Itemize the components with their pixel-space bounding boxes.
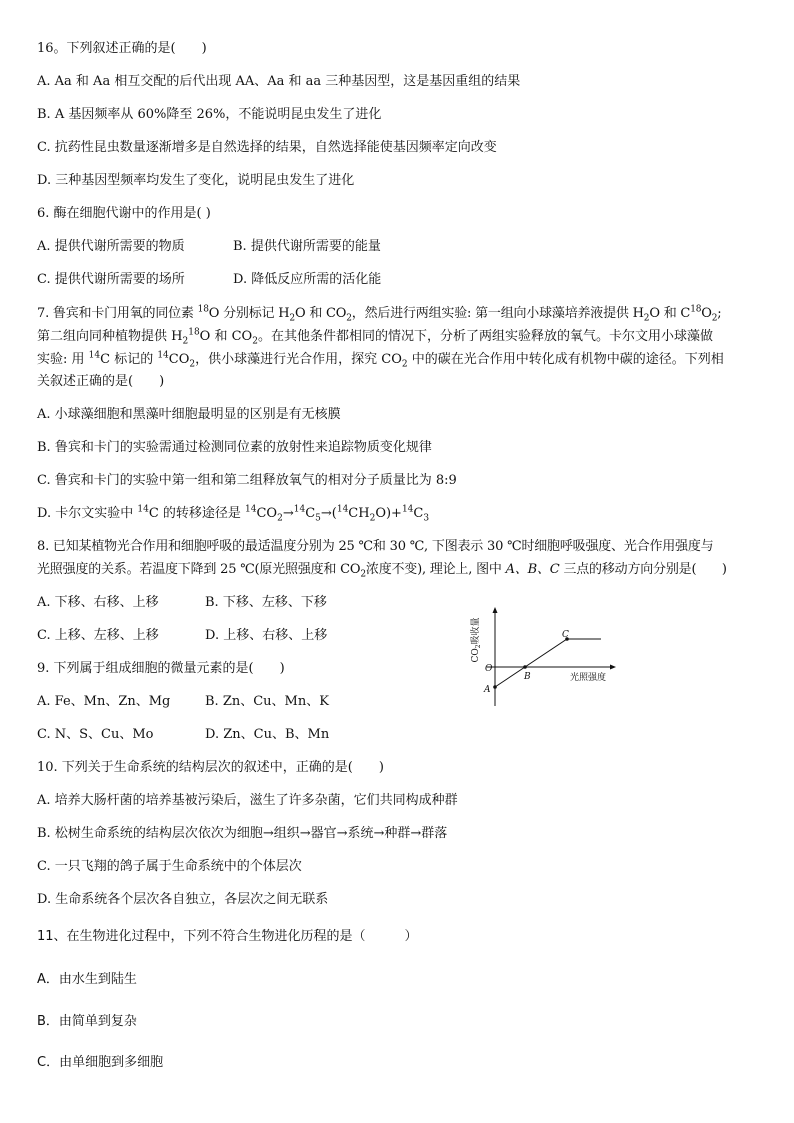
q6-option-c: C. 提供代谢所需要的场所 — [37, 272, 185, 287]
point-a-label: A — [484, 685, 491, 695]
q9-option-a: A. Fe、Mn、Zn、Mg — [37, 694, 171, 709]
q6-option-b: B. 提供代谢所需要的能量 — [233, 239, 381, 254]
q7-stem-line-3: 实验: 用 $^{14}$C 标记的 $^{14}CO_2$，供小球藻进行光合作用，探究 $CO_2$ 中的碳在光合作用中转化成有机物中碳的途径。下列相 — [37, 350, 724, 370]
q11-option-b: B．由简单到复杂 — [37, 1014, 137, 1029]
q16-option-b: B. A 基因频率从 60%降至 26%，不能说明昆虫发生了进化 — [37, 107, 382, 122]
q6-stem: 6. 酶在细胞代谢中的作用是( ) — [37, 206, 211, 221]
q10-stem: 10. 下列关于生命系统的结构层次的叙述中，正确的是( ) — [37, 760, 384, 775]
point-b — [523, 665, 527, 669]
q8-stem-line-1: 8. 已知某植物光合作用和细胞呼吸的最适温度分别为 25 ℃和 30 ℃, 下图表示 30 ℃时细胞呼吸强度、光合作用强度与 — [37, 539, 714, 554]
point-c-label: C — [562, 630, 569, 640]
point-a — [493, 685, 497, 689]
q10-option-d: D. 生命系统各个层次各自独立，各层次之间无联系 — [37, 892, 329, 907]
q16-stem: 16。下列叙述正确的是( ) — [37, 41, 207, 56]
q6-option-a: A. 提供代谢所需要的物质 — [37, 239, 185, 254]
light-intensity-graph — [465, 606, 625, 708]
x-axis-arrow — [610, 665, 616, 670]
q10-option-c: C. 一只飞翔的鸽子属于生命系统中的个体层次 — [37, 859, 302, 874]
q7-option-a: A. 小球藻细胞和黑藻叶细胞最明显的区别是有无核膜 — [37, 407, 341, 422]
q9-option-c: C. N、S、Cu、Mo — [37, 727, 154, 742]
q6-option-d: D. 降低反应所需的活化能 — [233, 272, 382, 287]
q7-option-c: C. 鲁宾和卡门的实验中第一组和第二组释放氧气的相对分子质量比为 8:9 — [37, 473, 457, 488]
q7-option-d: D. 卡尔文实验中 $^{14}$C 的转移途径是 $^{14}CO_2\to^{14}C_5\to(^{14}CH_2O)+^{14}C_3$ — [37, 504, 430, 524]
q16-option-d: D. 三种基因型频率均发生了变化，说明昆虫发生了进化 — [37, 173, 355, 188]
y-axis-arrow — [493, 607, 498, 613]
q10-option-a: A. 培养大肠杆菌的培养基被污染后，滋生了许多杂菌，它们共同构成种群 — [37, 793, 458, 808]
q9-stem: 9. 下列属于组成细胞的微量元素的是( ) — [37, 661, 285, 676]
q9-option-b: B. Zn、Cu、Mn、K — [205, 694, 329, 709]
x-axis-label: 光照强度 — [570, 673, 607, 683]
q7-stem-line-1: 7. 鲁宾和卡门用氧的同位素 $^{18}$O 分别标记 $H_2O$ 和 $CO_2$，然后进行两组实验: 第一组向小球藻培养液提供 $H_2O$ 和 $C^{18}O_2$; — [37, 304, 722, 324]
y-axis-label: $CO_2$吸收量 — [471, 617, 482, 663]
q8-option-c: C. 上移、左移、上移 — [37, 628, 159, 643]
q11-option-a: A．由水生到陆生 — [37, 972, 137, 987]
q16-option-a: A. Aa 和 Aa 相互交配的后代出现 AA、Aa 和 aa 三种基因型，这是基因重组的结果 — [37, 74, 521, 89]
q8-option-b: B. 下移、左移、下移 — [205, 595, 327, 610]
q7-stem-line-4: 关叙述正确的是( ) — [37, 374, 165, 389]
q8-stem-line-2: 光照强度的关系。若温度下降到 25 ℃(原光照强度和 $CO_2$浓度不变), 理论上, 图中 A、B、C 三点的移动方向分别是( ) — [37, 562, 727, 580]
q8-option-d: D. 上移、右移、上移 — [205, 628, 328, 643]
point-b-label: B — [524, 672, 531, 682]
q7-option-b: B. 鲁宾和卡门的实验需通过检测同位素的放射性来追踪物质变化规律 — [37, 440, 432, 455]
q10-option-b: B. 松树生命系统的结构层次依次为细胞→组织→器官→系统→种群→群落 — [37, 826, 448, 841]
origin-label: O — [485, 664, 493, 674]
q16-option-c: C. 抗药性昆虫数量逐渐增多是自然选择的结果，自然选择能使基因频率定向改变 — [37, 140, 497, 155]
q11-stem: 11、在生物进化过程中，下列不符合生物进化历程的是（ ） — [37, 929, 418, 944]
q8-option-a: A. 下移、右移、上移 — [37, 595, 159, 610]
q11-option-c: C．由单细胞到多细胞 — [37, 1055, 164, 1070]
q9-option-d: D. Zn、Cu、B、Mn — [205, 727, 330, 742]
q7-stem-line-2: 第二组向同种植物提供 $H_2^{18}O$ 和 $CO_2$。在其他条件都相同的情况下，分析了两组实验释放的氧气。卡尔文用小球藻做 — [37, 327, 713, 347]
